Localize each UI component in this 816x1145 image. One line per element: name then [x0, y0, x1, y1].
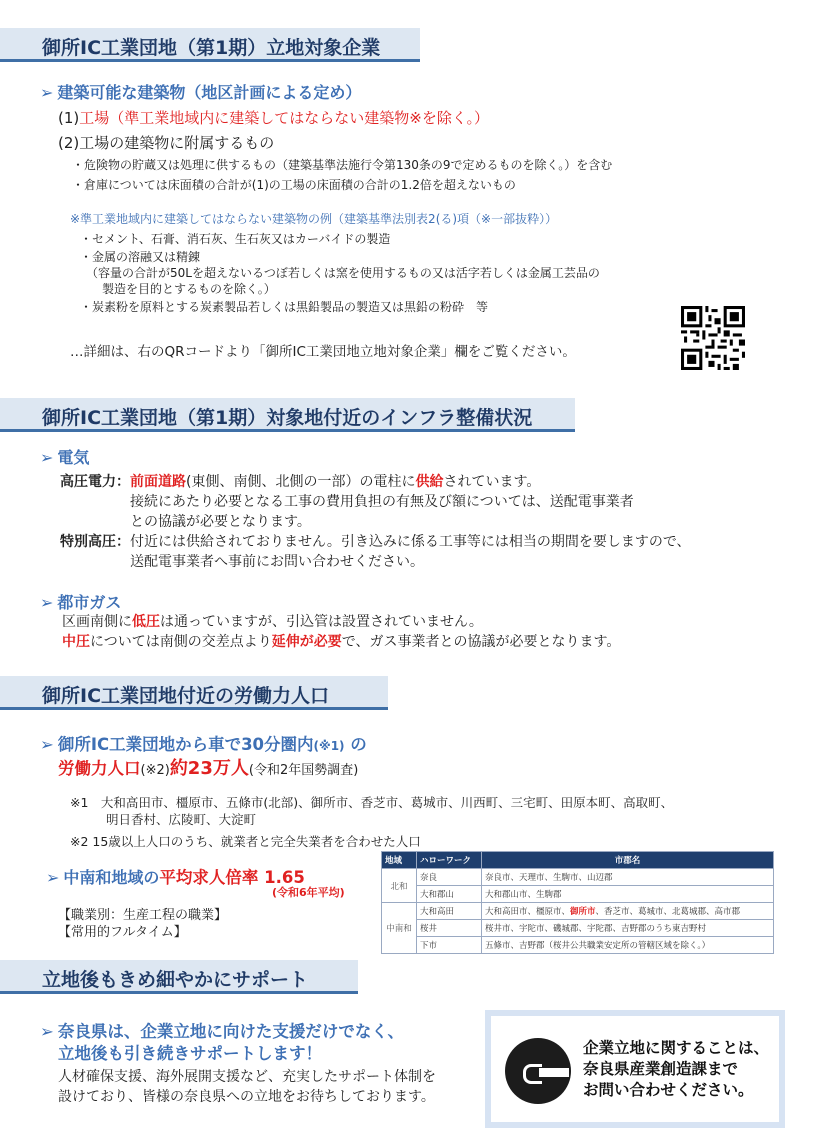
special-high-voltage-line-2: 送配電事業者へ事前にお問い合わせください。 — [130, 554, 424, 570]
example-2: ・金属の溶融又は精錬 — [80, 250, 201, 264]
section-header-labor — [0, 676, 388, 710]
table-cell-cities: 大和高田市、橿原市、御所市、香芝市、葛城市、北葛城郡、高市郡 — [482, 903, 774, 920]
section-title: 御所IC工業団地（第1期）対象地付近のインフラ整備状況 — [42, 407, 533, 429]
arrow-icon: ➢ — [40, 83, 54, 102]
item-2-sub-2: ・倉庫については床面積の合計が(1)の工場の床面積の合計の1.2倍を超えないもの — [72, 178, 516, 192]
contact-box — [485, 1010, 785, 1128]
table-header-row — [382, 852, 774, 869]
high-voltage-line-2: 接続にあたり必要となる工事の費用負担の有無及び額については、送配電事業者 — [130, 494, 634, 510]
note-heading: ※準工業地域内に建築してはならない建築物の例（建築基準法別表2(る)項（※一部抜粋）） — [70, 212, 558, 226]
section-header-target-companies — [0, 28, 420, 62]
table-row — [382, 886, 774, 903]
hello-work-table — [381, 851, 774, 954]
table-cell-area: 中南和 — [382, 903, 417, 954]
example-2a: （容量の合計が50Lを超えないるつぼ若しくは窯を使用するもの又は活字若しくは金属工芸品の — [86, 266, 600, 280]
arrow-icon: ➢ — [40, 1022, 54, 1041]
table-cell-office: 大和郡山 — [417, 886, 482, 903]
high-voltage-line-1: 高圧電力：前面道路(東側、南側、北側の一部）の電柱に供給されています。 — [60, 474, 541, 490]
contact-text: 企業立地に関することは、 奈良県産業創造課まで お問い合わせください。 — [583, 1039, 770, 1099]
arrow-icon: ➢ — [46, 868, 60, 887]
section-title: 御所IC工業団地付近の労働力人口 — [42, 685, 330, 707]
job-ratio-heading: ➢ 中南和地域の平均求人倍率 1.65 — [46, 868, 305, 887]
section-underline — [0, 707, 388, 710]
table-cell-cities: 奈良市、天理市、生駒市、山辺郡 — [482, 869, 774, 886]
job-ratio-year: (令和6年平均) — [272, 886, 345, 899]
detail-text: …詳細は、右のQRコードより「御所IC工業団地立地対象企業」欄をご覧ください。 — [70, 344, 576, 360]
table-cell-office: 桜井 — [417, 920, 482, 937]
arrow-icon: ➢ — [40, 735, 54, 754]
section-title: 御所IC工業団地（第1期）立地対象企業 — [42, 37, 381, 59]
support-body-1: 人材確保支援、海外展開支援など、充実したサポート体制を — [58, 1069, 436, 1085]
condition-2: 【常用的フルタイム】 — [58, 925, 187, 940]
table-header-area: 地域 — [382, 852, 417, 869]
labor-population: 労働力人口(※2)約23万人(令和2年国勢調査) — [58, 758, 359, 779]
table-row — [382, 869, 774, 886]
support-heading-2: 立地後も引き続きサポートします！ — [58, 1044, 322, 1063]
section-header-support — [0, 960, 358, 994]
table-row — [382, 903, 774, 920]
condition-1: 【職業別：生産工程の職業】 — [58, 908, 228, 923]
buildable-heading: ➢ 建築可能な建築物（地区計画による定め） — [40, 83, 362, 102]
table-cell-cities: 五條市、吉野郡（桜井公共職業安定所の管轄区域を除く。） — [482, 937, 774, 954]
gas-line-2: 中圧については南側の交差点より延伸が必要で、ガス事業者との協議が必要となります。 — [62, 634, 621, 650]
arrow-icon: ➢ — [40, 448, 54, 467]
table-row — [382, 937, 774, 954]
support-heading-1: ➢ 奈良県は、企業立地に向けた支援だけでなく、 — [40, 1022, 404, 1041]
nara-prefecture-logo-icon — [505, 1038, 571, 1104]
note-1-line-1: ※1 大和高田市、橿原市、五條市(北部)、御所市、香芝市、葛城市、川西町、三宅町、田原本町、高取町、 — [70, 795, 674, 810]
example-1: ・セメント、石膏、消石灰、生石灰又はカーバイドの製造 — [80, 232, 391, 246]
arrow-icon: ➢ — [40, 593, 54, 612]
section-underline — [0, 59, 420, 62]
contact-inner — [491, 1016, 779, 1122]
special-high-voltage-line-1: 特別高圧：付近には供給されておりません。引き込みに係る工事等には相当の期間を要しますので、 — [60, 534, 691, 550]
table-header-cities: 市郡名 — [482, 852, 774, 869]
table-cell-cities: 大和郡山市、生駒郡 — [482, 886, 774, 903]
table-cell-office: 下市 — [417, 937, 482, 954]
section-title: 立地後もきめ細やかにサポート — [42, 969, 309, 991]
note-1-line-2: 明日香村、広陵町、大淀町 — [106, 812, 257, 827]
qr-code[interactable] — [681, 306, 745, 370]
support-body-2: 設けており、皆様の奈良県への立地をお待ちしております。 — [58, 1089, 435, 1105]
gas-line-1: 区画南側に低圧は通っていますが、引込管は設置されていません。 — [62, 614, 483, 630]
example-2b: 製造を目的とするものを除く。） — [102, 282, 276, 296]
item-1: (1)工場（準工業地域内に建築してはならない建築物※を除く。） — [58, 109, 490, 127]
section-underline — [0, 429, 575, 432]
item-2-sub-1: ・危険物の貯蔵又は処理に供するもの（建築基準法施行令第130条の9で定めるものを除く。）を含む — [72, 158, 613, 172]
table-header-office: ハローワーク — [417, 852, 482, 869]
section-underline — [0, 991, 358, 994]
table-cell-office: 奈良 — [417, 869, 482, 886]
note-2: ※2 15歳以上人口のうち、就業者と完全失業者を合わせた人口 — [70, 834, 421, 849]
table-cell-office: 大和高田 — [417, 903, 482, 920]
item-2: (2)工場の建築物に附属するもの — [58, 134, 275, 152]
commute-heading: ➢ 御所IC工業団地から車で30分圏内(※1) の — [40, 735, 367, 754]
electricity-heading: ➢ 電気 — [40, 448, 90, 467]
table-cell-cities: 桜井市、宇陀市、磯城郡、宇陀郡、吉野郡のうち東吉野村 — [482, 920, 774, 937]
example-3: ・炭素粉を原料とする炭素製品若しくは黒鉛製品の製造又は黒鉛の粉砕 等 — [80, 300, 489, 314]
table-cell-area: 北和 — [382, 869, 417, 903]
section-header-infrastructure — [0, 398, 575, 432]
table-row — [382, 920, 774, 937]
gas-heading: ➢ 都市ガス — [40, 593, 122, 612]
high-voltage-line-3: との協議が必要となります。 — [130, 514, 311, 530]
